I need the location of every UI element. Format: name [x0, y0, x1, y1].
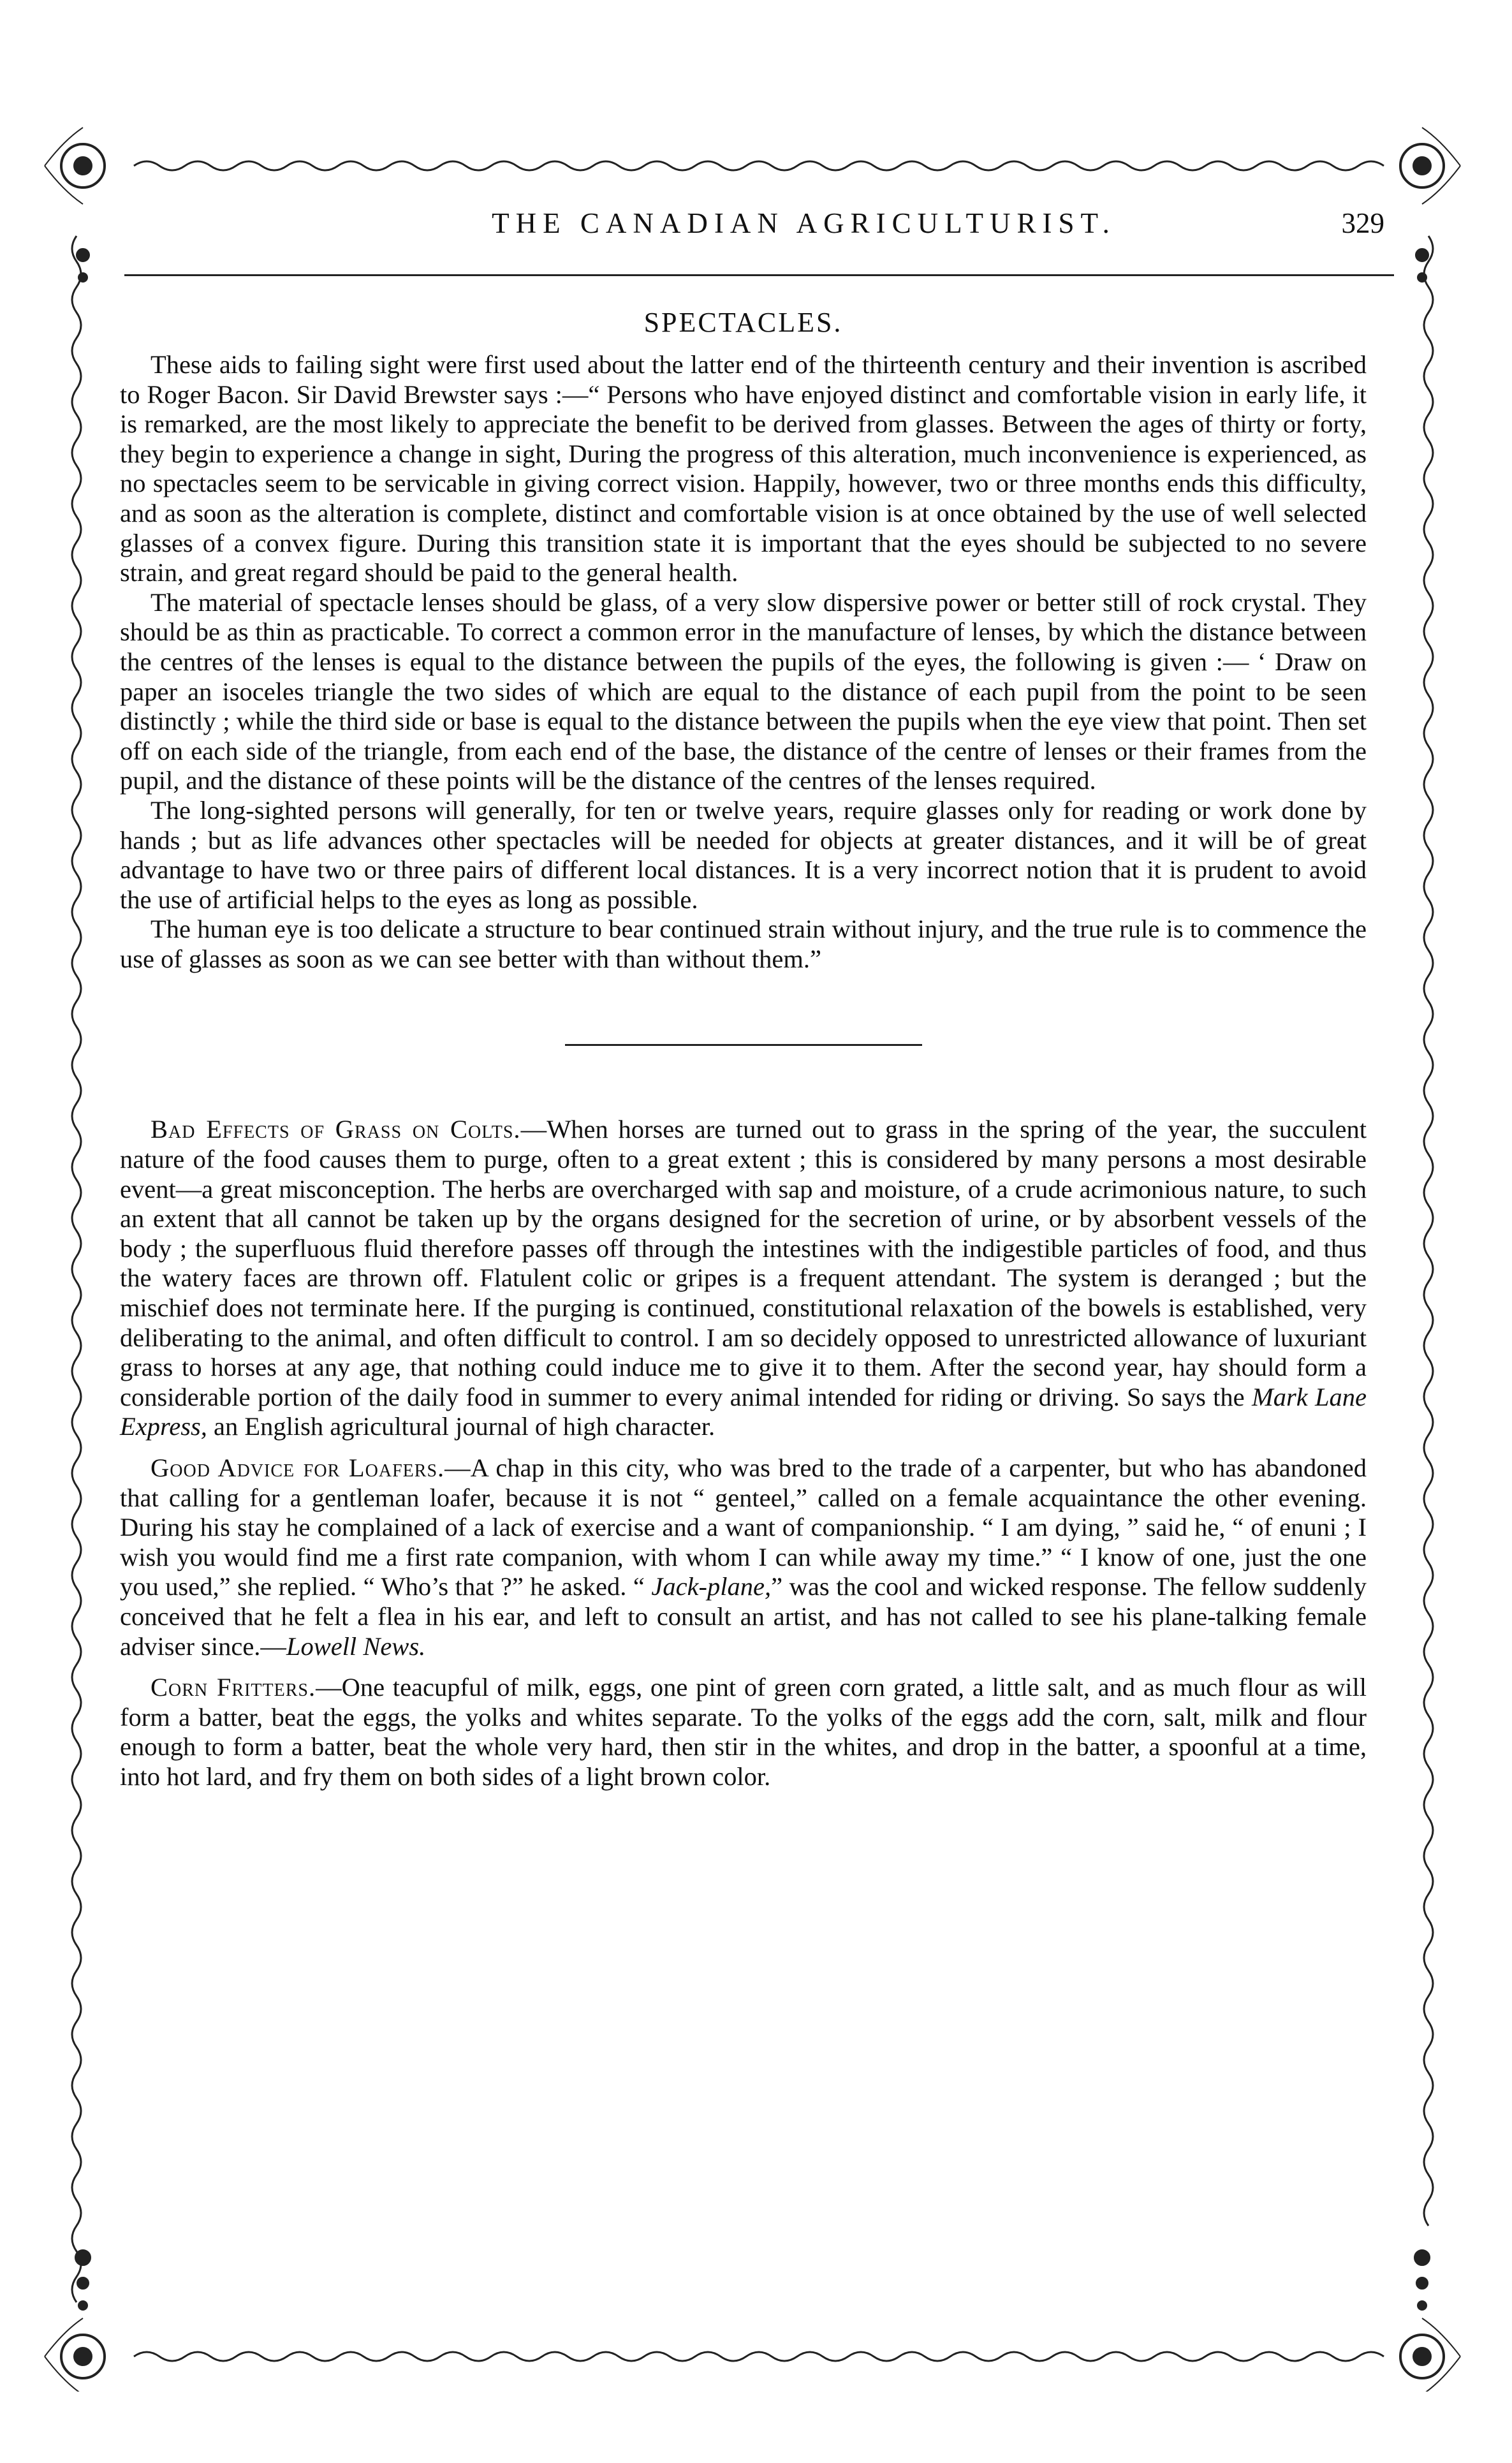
- loafers-text-mid: ” was the cool and wicked response. The fellow suddenly conceived that he felt a flea in his ear, and left to consult an artist, and has not called to see his plane-talking female adviser since.—: [120, 1572, 1367, 1661]
- spectacles-article: [120, 306, 1367, 974]
- page-number: 329: [1341, 207, 1384, 239]
- spectacles-paragraph-1: These aids to failing sight were first used about the latter end of the thirteenth century and their invention is ascribed to Roger Bacon. Sir David Brewster says :—“ Persons who have enjoyed distinct and comfortable vision in early life, it is remarked, are the most likely to appreciate the benefit to be derived from glasses. Between the ages of thirty or forty, they begin to experience a change in sight, During the progress of this alteration, much inconvenience is experienced, as no spectacles seem to be servicable in giving correct vision. Happily, however, two or three months ends this difficulty, and as soon as the alteration is complete, distinct and comfortable vision is at once obtained by the use of well selected glasses of a convex figure. During this transition state it is important that the eyes should be subjected to no severe strain, and great regard should be paid to the general health.: [120, 350, 1367, 587]
- loafers-source: Lowell News.: [286, 1631, 426, 1661]
- spectacles-paragraph-3: The long-sighted persons will generally, for ten or twelve years, require glasses only for reading or work done by hands ; but as life advances other spectacles will be needed for objects at greater distances, and it will be of great advantage to have two or three pairs of different local distances. It is a very incorrect notion that it is prudent to avoid the use of artificial helps to the eyes as long as possible.: [120, 795, 1367, 914]
- section-divider: [565, 1044, 922, 1046]
- fritters-article: [120, 1673, 1367, 1791]
- running-title: THE CANADIAN AGRICULTURIST.: [492, 207, 1116, 239]
- loafers-jack-plane: Jack-plane,: [651, 1572, 772, 1601]
- grass-text: —When horses are turned out to grass in the spring of the year, the succulent nature of the food causes them to purge, often to a great extent ; this is considered by many persons a most desirable event—a great misconception. The herbs are overcharged with sap and moisture, of a crude acrimonious nature, to such an extent that all cannot be taken up by the organs designed for the secretion of urine, or by absorbent vessels of the body ; the superfluous fluid therefore passes off through the intestines with the indigestible particles of food, and thus the watery faces are thrown off. Flatulent colic or gripes is a frequent attendant. The system is deranged ; but the mischief does not terminate here. If the purging is continued, constitutional relaxation of the bowels is established, very deliberating to the animal, and often difficult to control. I am so decidely opposed to unrestricted allowance of luxuriant grass to horses at any age, that nothing could induce me to give it to them. After the second year, hay should form a considerable portion of the daily food in summer to every animal intended for riding or driving. So says the: [120, 1115, 1367, 1411]
- fritters-text: —One teacupful of milk, eggs, one pint of green corn grated, a little salt, and as much flour as will form a batter, beat the eggs, the yolks and whites separate. To the yolks of the eggs add the corn, salt, milk and flour enough to form a batter, beat the whole very hard, then stir in the whites, and drop in the batter, a spoonful at a time, into hot lard, and fry them on both sides of a light brown color.: [120, 1673, 1367, 1791]
- grass-article: [120, 1115, 1367, 1442]
- header-rule: [124, 274, 1394, 276]
- grass-text-end: an English agricultural journal of high character.: [207, 1412, 716, 1441]
- fritters-heading: Corn Fritters.: [150, 1673, 316, 1702]
- loafers-heading: Good Advice for Loafers.: [150, 1453, 445, 1482]
- grass-heading: Bad Effects of Grass on Colts.: [150, 1115, 521, 1144]
- loafers-article: [120, 1453, 1367, 1661]
- grass-source: Mark Lane Express,: [120, 1382, 1367, 1441]
- spectacles-paragraph-4: The human eye is too delicate a structure to bear continued strain without injury, and the true rule is to commence the use of glasses as soon as we can see better with than without them.”: [120, 915, 1367, 973]
- loafers-text: —A chap in this city, who was bred to the trade of a carpenter, but who has abandoned that calling for a gentleman loafer, because it is not “ genteel,” called on a female acquaintance the other evening. During his stay he complained of a lack of exercise and a want of companionship. “ I am dying, ” said he, “ of enuni ; I wish you would find me a first rate companion, with whom I can while away my time.” “ I know of one, just the one you used,” she replied. “ Who’s that ?” he asked. “: [120, 1453, 1367, 1601]
- spectacles-paragraph-2: The material of spectacle lenses should be glass, of a very slow dispersive power or better still of rock crystal. They should be as thin as practicable. To correct a common error in the manufacture of lenses, by which the distance between the centres of the lenses is equal to the distance between the pupils of the eyes, the following is given :— ‘ Draw on paper an isoceles triangle the two sides of which are equal to the distance of each pupil from the point to be seen distinctly ; while the third side or base is equal to the distance between the pupils when the eye view that point. Then set off on each side of the triangle, from each end of the base, the distance of the centre of lenses or their frames from the pupil, and the distance of these points will be the distance of the centres of the lenses required.: [120, 587, 1367, 795]
- spectacles-title: SPECTACLES.: [643, 307, 843, 338]
- page-header: [185, 204, 1384, 242]
- article-body: [120, 293, 1367, 1792]
